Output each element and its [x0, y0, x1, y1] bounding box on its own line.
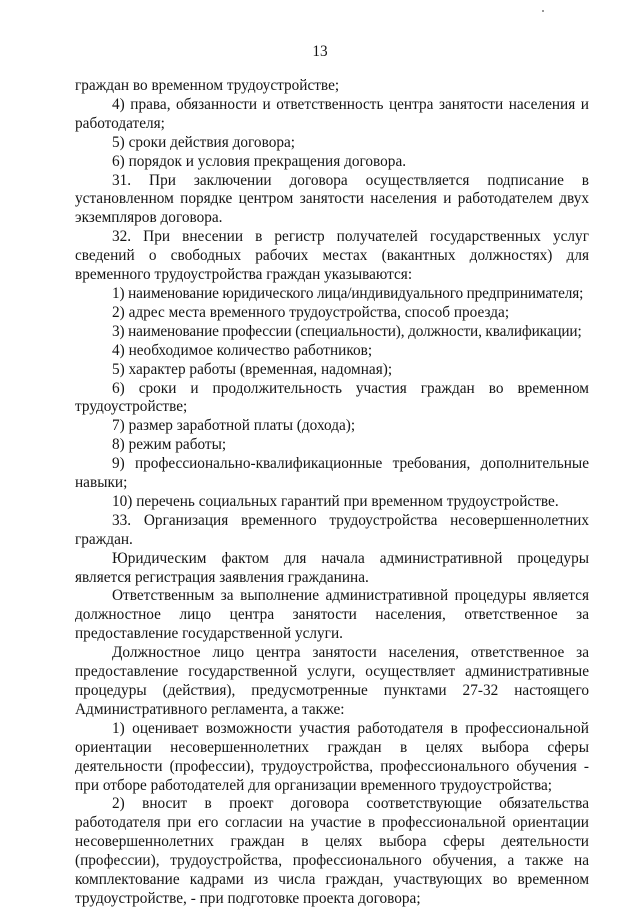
page-number: 13: [312, 43, 328, 60]
list-item: 6) порядок и условия прекращения договора.: [112, 152, 407, 170]
clause-31: 31. При заключении договора осуществляется подписание в установленном порядке центром занятости населения и работодателем двух экземпляров договора.: [75, 171, 589, 227]
list-item: 3) наименование профессии (специальности), должности, квалификации;: [112, 322, 582, 340]
list-item: 2) вносит в проект договора соответствующие обязательства работодателя при его согласии на участие в профессиональной ориентации несовершеннолетних граждан в целях выбора сферы деятельности (профессии), трудоустройства, профессионального обучения, а также на комплектование кадрами из числа граждан, участвующих во временном трудоустройстве, - при подготовке проекта договора;: [75, 795, 589, 907]
paragraph: Должностное лицо центра занятости населения, ответственное за предоставление государственной услуги, осуществляет административные процедуры (действия), предусмотренные пунктами 27-32 настоящего Административного регламента, а также:: [75, 644, 589, 718]
list-item: 8) режим работы;: [112, 436, 227, 454]
list-item: 5) характер работы (временная, надомная);: [112, 360, 393, 378]
list-item: 9) профессионально-квалификационные требования, дополнительные навыки;: [75, 455, 589, 492]
list-item: 7) размер заработной платы (дохода);: [112, 417, 356, 435]
list-item: 4) права, обязанности и ответственность центра занятости населения и работодателя;: [75, 95, 589, 132]
list-item: 4) необходимое количество работников;: [112, 341, 373, 359]
paragraph: Юридическим фактом для начала административной процедуры является регистрация заявления гражданина.: [75, 549, 589, 586]
list-item: 6) сроки и продолжительность участия граждан во временном трудоустройстве;: [75, 379, 589, 416]
list-item: 5) сроки действия договора;: [112, 133, 296, 151]
list-item: 1) оценивает возможности участия работодателя в профессиональной ориентации несовершеннолетних граждан в целях выбора сферы деятельности (профессии), трудоустройства, профессионального обучения - при отборе работодателей для организации временного трудоустройства;: [75, 719, 589, 794]
paragraph: граждан во временном трудоустройстве;: [75, 77, 340, 94]
list-item: 10) перечень социальных гарантий при временном трудоустройстве.: [112, 492, 559, 510]
clause-33: 33. Организация временного трудоустройства несовершеннолетних граждан.: [75, 511, 589, 548]
paragraph: Ответственным за выполнение административной процедуры является должностное лицо центра занятости населения, ответственное за предоставление государственной услуги.: [75, 587, 589, 643]
document-body: [75, 77, 589, 909]
scan-speck: [542, 10, 544, 12]
list-item: 2) адрес места временного трудоустройства, способ проезда;: [112, 303, 510, 321]
clause-32: 32. При внесении в регистр получателей государственных услуг сведений о свободных рабочих местах (вакантных должностях) для временного трудоустройства граждан указываются:: [75, 228, 589, 284]
list-item: 1) наименование юридического лица/индивидуального предпринимателя;: [112, 284, 584, 302]
